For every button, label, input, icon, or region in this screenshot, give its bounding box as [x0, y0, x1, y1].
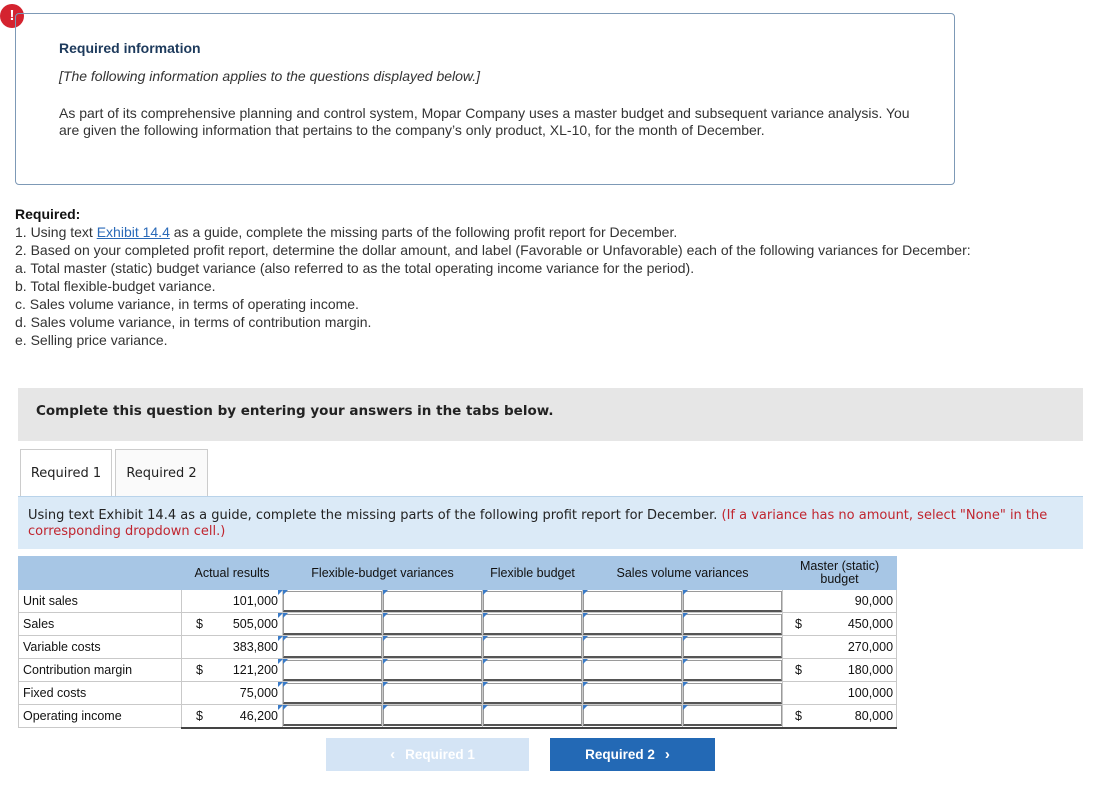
currency-symbol: $	[196, 617, 203, 631]
flexible-budget-variance-label-cell	[383, 705, 483, 728]
header-blank	[19, 557, 182, 590]
actual-value: 383,800	[232, 640, 278, 654]
header-flexible-budget-variances: Flexible-budget variances	[283, 557, 483, 590]
flexible-budget-amount-input[interactable]	[483, 660, 582, 681]
tab-required-1[interactable]: Required 1	[20, 449, 112, 496]
complete-question-text: Complete this question by entering your answers in the tabs below.	[36, 403, 554, 419]
master-budget-cell	[783, 590, 897, 613]
required-item-d: d. Sales volume variance, in terms of contribution margin.	[15, 314, 372, 330]
sales-volume-variance-label-cell	[683, 590, 783, 613]
table-row	[19, 682, 897, 705]
sales-volume-variance-amount-cell	[583, 682, 683, 705]
table-row	[19, 613, 897, 636]
actual-value: 101,000	[232, 594, 278, 608]
master-budget-cell	[783, 636, 897, 659]
complete-question-bar	[18, 388, 1083, 441]
actual-result-cell	[182, 636, 283, 659]
flexible-budget-variance-label-cell	[383, 659, 483, 682]
line1-suffix: as a guide, complete the missing parts of the following profit report for December.	[169, 224, 678, 240]
flexible-budget-variance-label-input[interactable]	[383, 614, 482, 635]
actual-result-cell	[182, 613, 283, 636]
sales-volume-variance-amount-cell	[583, 659, 683, 682]
actual-value: 46,200	[239, 708, 278, 723]
flexible-budget-variance-amount-cell	[283, 682, 383, 705]
master-value: 180,000	[847, 663, 894, 677]
master-value: 270,000	[847, 640, 894, 654]
prev-label: Required 1	[405, 747, 475, 762]
table-row	[19, 659, 897, 682]
flexible-budget-variance-amount-cell	[283, 613, 383, 636]
chevron-right-icon: ›	[664, 746, 670, 763]
currency-symbol: $	[196, 709, 203, 723]
currency-symbol: $	[795, 709, 802, 723]
sales-volume-variance-label-input[interactable]	[683, 591, 782, 612]
flexible-budget-variance-label-input[interactable]	[383, 591, 482, 612]
flexible-budget-amount-cell	[483, 659, 583, 682]
flexible-budget-variance-amount-input[interactable]	[283, 660, 382, 681]
actual-result-cell	[182, 705, 283, 728]
row-label: Operating income	[19, 705, 182, 728]
sales-volume-variance-label-input[interactable]	[683, 660, 782, 681]
sales-volume-variance-label-cell	[683, 705, 783, 728]
currency-symbol: $	[196, 663, 203, 677]
sales-volume-variance-label-cell	[683, 613, 783, 636]
master-budget-cell	[783, 659, 897, 682]
profit-report-table	[18, 556, 897, 729]
flexible-budget-amount-input[interactable]	[483, 683, 582, 704]
sales-volume-variance-amount-cell	[583, 636, 683, 659]
flexible-budget-variance-label-input[interactable]	[383, 705, 482, 726]
sales-volume-variance-amount-input[interactable]	[583, 660, 682, 681]
sales-volume-variance-label-cell	[683, 659, 783, 682]
table-row	[19, 590, 897, 613]
flexible-budget-variance-amount-cell	[283, 636, 383, 659]
flexible-budget-variance-label-cell	[383, 636, 483, 659]
sales-volume-variance-label-input[interactable]	[683, 637, 782, 658]
sales-volume-variance-amount-input[interactable]	[583, 614, 682, 635]
row-label: Fixed costs	[19, 682, 182, 705]
table-row	[19, 705, 897, 728]
sales-volume-variance-amount-input[interactable]	[583, 591, 682, 612]
tab-instructions	[18, 496, 1083, 549]
sales-volume-variance-amount-input[interactable]	[583, 637, 682, 658]
flexible-budget-variance-amount-input[interactable]	[283, 705, 382, 726]
sales-volume-variance-amount-input[interactable]	[583, 683, 682, 704]
flexible-budget-amount-input[interactable]	[483, 591, 582, 612]
master-budget-cell	[783, 705, 897, 728]
chevron-left-icon: ‹	[390, 746, 396, 763]
flexible-budget-amount-input[interactable]	[483, 614, 582, 635]
instructions-text: Using text Exhibit 14.4 as a guide, complete the missing parts of the following profit report for December.	[28, 508, 722, 523]
flexible-budget-variance-amount-input[interactable]	[283, 637, 382, 658]
flexible-budget-variance-amount-cell	[283, 659, 383, 682]
required-item-c: c. Sales volume variance, in terms of operating income.	[15, 296, 359, 312]
row-label: Contribution margin	[19, 659, 182, 682]
flexible-budget-variance-label-input[interactable]	[383, 660, 482, 681]
header-sales-volume-variances: Sales volume variances	[583, 557, 783, 590]
required-item-b: b. Total flexible-budget variance.	[15, 278, 216, 294]
sales-volume-variance-label-input[interactable]	[683, 614, 782, 635]
flexible-budget-amount-cell	[483, 705, 583, 728]
flexible-budget-variance-label-cell	[383, 590, 483, 613]
flexible-budget-amount-input[interactable]	[483, 705, 582, 726]
flexible-budget-amount-cell	[483, 590, 583, 613]
sales-volume-variance-amount-cell	[583, 705, 683, 728]
master-value: 450,000	[847, 617, 894, 631]
flexible-budget-variance-amount-input[interactable]	[283, 614, 382, 635]
exhibit-link[interactable]: Exhibit 14.4	[96, 224, 170, 240]
header-flexible-budget: Flexible budget	[483, 557, 583, 590]
sales-volume-variance-amount-cell	[583, 613, 683, 636]
sales-volume-variance-amount-cell	[583, 590, 683, 613]
required-information-panel	[15, 13, 955, 185]
actual-value: 505,000	[232, 617, 278, 631]
flexible-budget-variance-label-cell	[383, 613, 483, 636]
flexible-budget-variance-label-input[interactable]	[383, 683, 482, 704]
next-required-2-button[interactable]	[550, 738, 715, 771]
actual-value: 121,200	[232, 663, 278, 677]
master-value: 80,000	[854, 708, 894, 723]
prev-required-1-button[interactable]	[326, 738, 529, 771]
flexible-budget-variance-label-input[interactable]	[383, 637, 482, 658]
flexible-budget-amount-cell	[483, 613, 583, 636]
row-label: Variable costs	[19, 636, 182, 659]
exclamation-icon: !	[0, 4, 24, 28]
row-label: Unit sales	[19, 590, 182, 613]
currency-symbol: $	[795, 617, 802, 631]
line1-prefix: 1. Using text	[15, 224, 97, 240]
info-body: As part of its comprehensive planning and control system, Mopar Company uses a master budget and subsequent variance analysis. You are given the following information that pertains to the company’s only product, XL-10, for the month of December.	[59, 105, 910, 138]
required-line-2: 2. Based on your completed profit report, determine the dollar amount, and label (Favorable or Unfavorable) each of the following variances for December:	[15, 242, 971, 258]
master-budget-cell	[783, 613, 897, 636]
required-label: Required:	[15, 206, 81, 222]
instructions-note: (If a variance has no amount, select "None" in the corresponding dropdown cell.)	[28, 508, 1048, 539]
flexible-budget-variance-label-cell	[383, 682, 483, 705]
sales-volume-variance-label-cell	[683, 636, 783, 659]
master-value: 100,000	[847, 686, 894, 700]
currency-symbol: $	[795, 663, 802, 677]
info-subtitle: [The following information applies to the questions displayed below.]	[59, 68, 481, 84]
sales-volume-variance-label-input[interactable]	[683, 683, 782, 704]
flexible-budget-variance-amount-input[interactable]	[283, 591, 382, 612]
required-item-e: e. Selling price variance.	[15, 332, 168, 348]
sales-volume-variance-amount-input[interactable]	[583, 705, 682, 726]
header-actual-results: Actual results	[182, 557, 283, 590]
table-header-row	[19, 557, 897, 590]
header-master-budget: Master (static) budget	[783, 557, 897, 590]
actual-result-cell	[182, 590, 283, 613]
actual-value: 75,000	[239, 686, 278, 700]
required-instructions	[15, 205, 975, 349]
required-line-1	[15, 223, 975, 241]
table-row	[19, 636, 897, 659]
flexible-budget-amount-input[interactable]	[483, 637, 582, 658]
master-value: 90,000	[854, 594, 894, 608]
required-item-a: a. Total master (static) budget variance (also referred to as the total operating income variance for the period).	[15, 260, 695, 276]
flexible-budget-variance-amount-input[interactable]	[283, 683, 382, 704]
next-label: Required 2	[585, 747, 655, 762]
flexible-budget-variance-amount-cell	[283, 590, 383, 613]
tab-required-2[interactable]: Required 2	[115, 449, 208, 496]
row-label: Sales	[19, 613, 182, 636]
actual-result-cell	[182, 659, 283, 682]
info-title: Required information	[59, 40, 201, 56]
flexible-budget-variance-amount-cell	[283, 705, 383, 728]
sales-volume-variance-label-input[interactable]	[683, 705, 782, 726]
actual-result-cell	[182, 682, 283, 705]
flexible-budget-amount-cell	[483, 682, 583, 705]
sales-volume-variance-label-cell	[683, 682, 783, 705]
flexible-budget-amount-cell	[483, 636, 583, 659]
master-budget-cell	[783, 682, 897, 705]
